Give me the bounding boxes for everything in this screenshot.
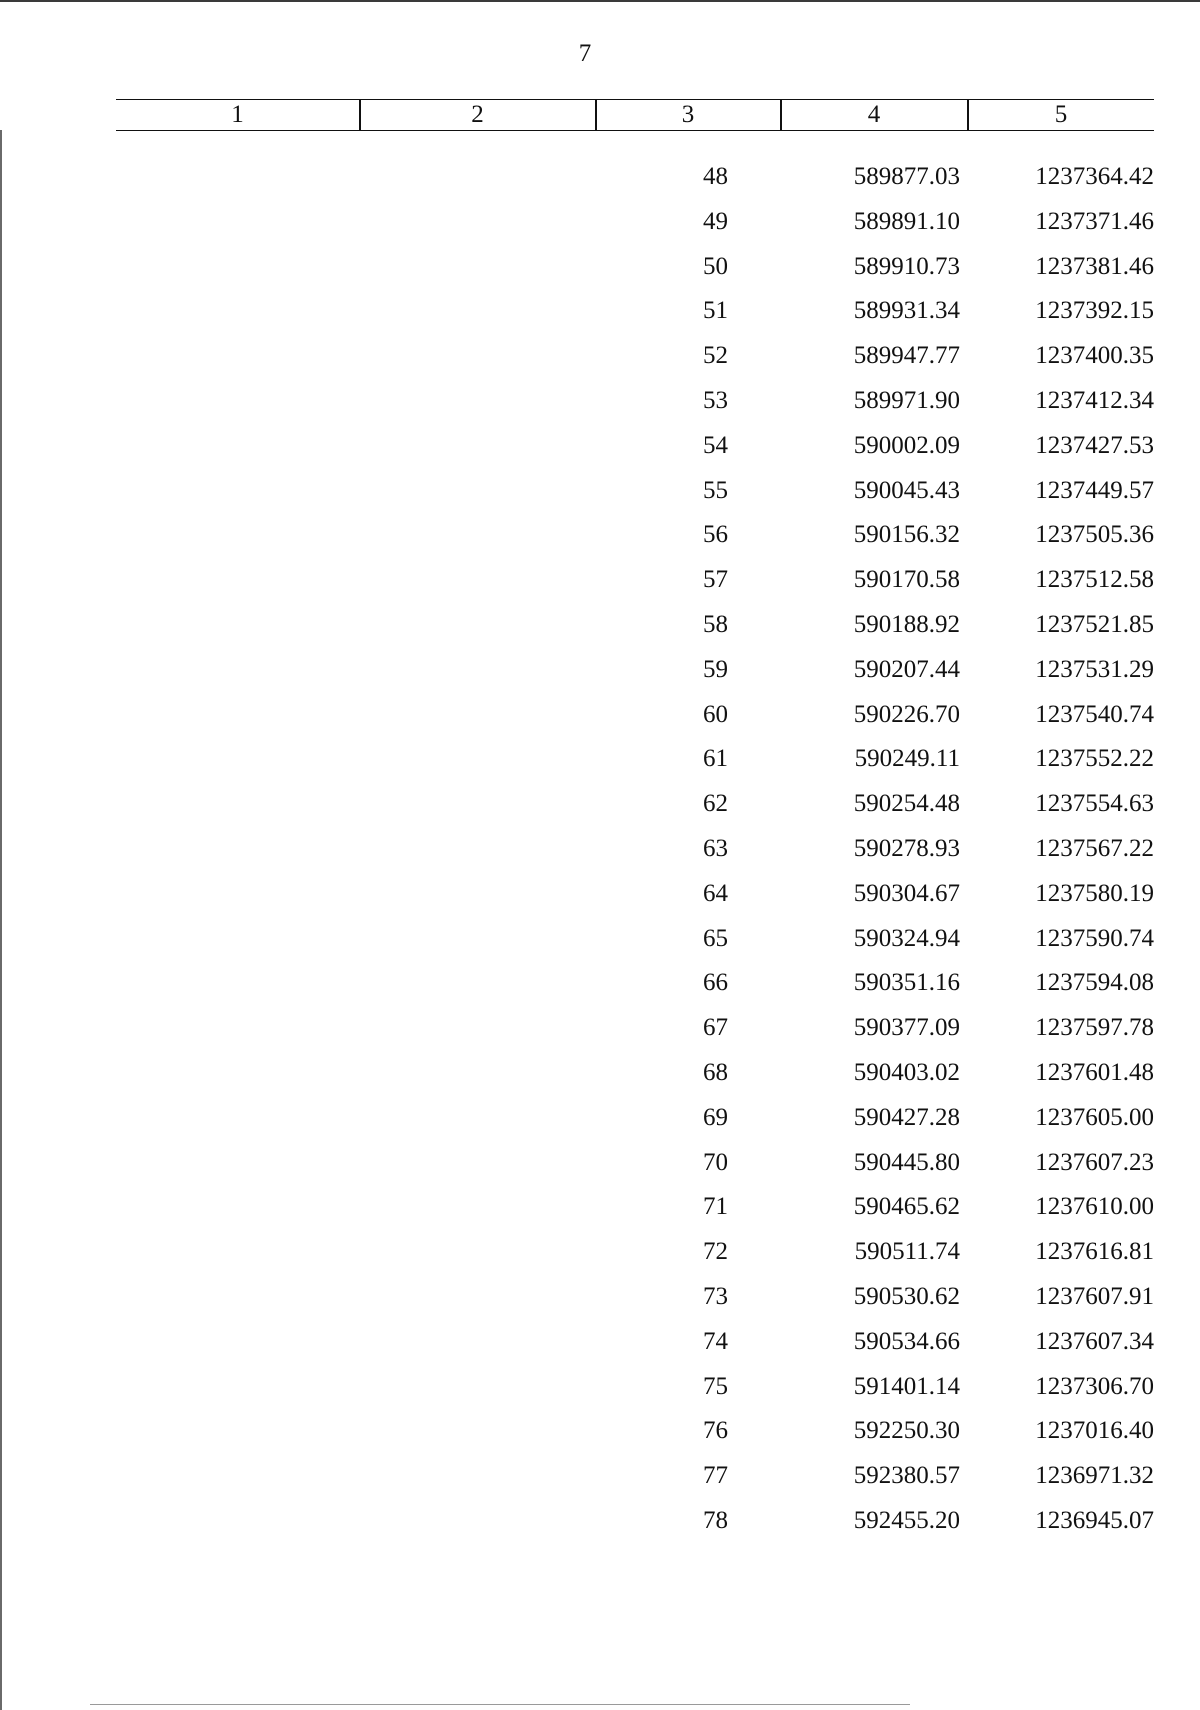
table-row <box>0 739 1200 779</box>
point-number-cell: 71 <box>703 1193 728 1221</box>
column-header-1: 1 <box>231 101 244 128</box>
scan-edge-bottom <box>90 1704 910 1705</box>
coordinate-x-cell: 590445.80 <box>853 1148 960 1176</box>
table-header <box>116 99 1154 131</box>
table-row <box>0 1098 1200 1138</box>
coordinate-y-cell: 1237616.81 <box>1035 1238 1154 1266</box>
coordinate-y-cell: 1237449.57 <box>1035 476 1154 504</box>
coordinate-y-cell: 1237016.40 <box>1035 1417 1154 1445</box>
coordinate-y-cell: 1237400.35 <box>1035 342 1154 370</box>
coordinate-x-cell: 591401.14 <box>853 1372 960 1400</box>
table-row <box>0 1456 1200 1496</box>
table-row <box>0 1053 1200 1093</box>
coordinate-x-cell: 590377.09 <box>853 1014 960 1042</box>
coordinate-y-cell: 1237521.85 <box>1035 611 1154 638</box>
table-row <box>0 291 1200 331</box>
table-row <box>0 1501 1200 1541</box>
table-row <box>0 605 1200 645</box>
coordinate-y-cell: 1237512.58 <box>1035 566 1154 594</box>
point-number-cell: 60 <box>703 700 728 728</box>
coordinate-y-cell: 1237607.23 <box>1035 1148 1154 1176</box>
coordinate-x-cell: 590351.16 <box>853 969 960 997</box>
column-header-2: 2 <box>471 101 484 128</box>
point-number-cell: 62 <box>703 790 728 818</box>
coordinate-y-cell: 1237392.15 <box>1035 297 1154 325</box>
coordinate-y-cell: 1237590.74 <box>1035 924 1154 952</box>
coordinate-x-cell: 590530.62 <box>853 1283 960 1310</box>
coordinate-y-cell: 1237371.46 <box>1035 207 1154 235</box>
coordinate-x-cell: 590427.28 <box>853 1103 960 1131</box>
coordinate-x-cell: 590156.32 <box>853 521 960 549</box>
coordinate-x-cell: 590324.94 <box>853 924 960 952</box>
coordinate-x-cell: 592250.30 <box>853 1417 960 1445</box>
point-number-cell: 51 <box>703 297 728 325</box>
table-row <box>0 650 1200 690</box>
coordinate-x-cell: 589910.73 <box>853 252 960 280</box>
coordinate-x-cell: 590226.70 <box>853 700 960 728</box>
coordinate-x-cell: 590249.11 <box>854 745 960 773</box>
table-row <box>0 1277 1200 1317</box>
coordinate-x-cell: 592455.20 <box>853 1507 960 1534</box>
point-number-cell: 74 <box>703 1327 728 1355</box>
coordinate-y-cell: 1237607.91 <box>1035 1283 1154 1310</box>
coordinate-x-cell: 590254.48 <box>853 790 960 818</box>
coordinate-x-cell: 590534.66 <box>853 1327 960 1355</box>
coordinate-x-cell: 589931.34 <box>853 297 960 325</box>
coordinate-x-cell: 592380.57 <box>853 1462 960 1490</box>
coordinate-y-cell: 1237554.63 <box>1035 790 1154 818</box>
point-number-cell: 50 <box>703 252 728 280</box>
point-number-cell: 55 <box>703 476 728 504</box>
point-number-cell: 70 <box>703 1148 728 1176</box>
point-number-cell: 64 <box>703 879 728 907</box>
point-number-cell: 53 <box>703 387 728 414</box>
point-number-cell: 69 <box>703 1103 728 1131</box>
coordinate-y-cell: 1237540.74 <box>1035 700 1154 728</box>
coordinate-x-cell: 590304.67 <box>853 879 960 907</box>
point-number-cell: 67 <box>703 1014 728 1042</box>
table-row <box>0 515 1200 555</box>
coordinate-x-cell: 590278.93 <box>853 835 960 862</box>
coordinate-x-cell: 590511.74 <box>854 1238 960 1266</box>
table-row <box>0 1008 1200 1048</box>
table-row <box>0 919 1200 959</box>
column-header-3: 3 <box>681 101 695 128</box>
point-number-cell: 66 <box>703 969 728 997</box>
coordinate-x-cell: 590403.02 <box>853 1059 960 1086</box>
coordinate-y-cell: 1237567.22 <box>1035 835 1154 862</box>
table-row <box>0 471 1200 511</box>
coordinate-y-cell: 1237605.00 <box>1035 1103 1154 1131</box>
point-number-cell: 61 <box>703 745 728 773</box>
table-row <box>0 695 1200 735</box>
coordinate-y-cell: 1237607.34 <box>1035 1327 1154 1355</box>
coordinate-y-cell: 1237610.00 <box>1035 1193 1154 1221</box>
coordinate-y-cell: 1237594.08 <box>1035 969 1154 997</box>
point-number-cell: 54 <box>703 431 728 459</box>
coordinate-y-cell: 1237531.29 <box>1035 655 1154 683</box>
coordinate-y-cell: 1236945.07 <box>1035 1507 1154 1534</box>
coordinate-y-cell: 1237306.70 <box>1035 1372 1154 1400</box>
coordinate-y-cell: 1237427.53 <box>1035 431 1154 459</box>
point-number-cell: 68 <box>703 1059 728 1086</box>
coordinate-y-cell: 1237412.34 <box>1035 387 1154 414</box>
table-row <box>0 1143 1200 1183</box>
coordinate-x-cell: 590045.43 <box>853 476 960 504</box>
table-row <box>0 963 1200 1003</box>
table-row <box>0 1411 1200 1451</box>
point-number-cell: 56 <box>703 521 728 549</box>
coordinate-x-cell: 589891.10 <box>853 207 960 235</box>
point-number-cell: 49 <box>703 207 728 235</box>
point-number-cell: 72 <box>703 1238 728 1266</box>
coordinate-y-cell: 1237601.48 <box>1035 1059 1154 1086</box>
point-number-cell: 63 <box>703 835 728 862</box>
table-row <box>0 247 1200 287</box>
table-row <box>0 336 1200 376</box>
table-row <box>0 202 1200 242</box>
coordinate-x-cell: 590465.62 <box>853 1193 960 1221</box>
table-row <box>0 157 1200 197</box>
column-header-4: 4 <box>867 101 881 128</box>
point-number-cell: 75 <box>703 1372 728 1400</box>
point-number-cell: 73 <box>703 1283 728 1310</box>
coordinate-y-cell: 1237597.78 <box>1035 1014 1154 1042</box>
coordinate-x-cell: 590002.09 <box>853 431 960 459</box>
point-number-cell: 59 <box>703 655 728 683</box>
table-row <box>0 784 1200 824</box>
point-number-cell: 76 <box>703 1417 728 1445</box>
coordinate-x-cell: 590207.44 <box>853 655 960 683</box>
coordinate-x-cell: 590188.92 <box>853 611 960 638</box>
point-number-cell: 65 <box>703 924 728 952</box>
coordinate-x-cell: 590170.58 <box>853 566 960 594</box>
column-header-5: 5 <box>1054 101 1068 128</box>
table-row <box>0 1322 1200 1362</box>
point-number-cell: 57 <box>703 566 728 594</box>
table-row <box>0 426 1200 466</box>
table-row <box>0 381 1200 421</box>
coordinate-y-cell: 1237505.36 <box>1035 521 1154 549</box>
coordinate-x-cell: 589877.03 <box>853 163 960 190</box>
point-number-cell: 58 <box>703 611 728 638</box>
table-row <box>0 1367 1200 1407</box>
coordinate-x-cell: 589947.77 <box>853 342 960 370</box>
point-number-cell: 48 <box>703 163 728 190</box>
point-number-cell: 77 <box>703 1462 728 1490</box>
table-row <box>0 1232 1200 1272</box>
coordinate-y-cell: 1237364.42 <box>1035 163 1154 190</box>
table-row <box>0 874 1200 914</box>
coordinate-x-cell: 589971.90 <box>853 387 960 414</box>
point-number-cell: 52 <box>703 342 728 370</box>
scan-edge-top <box>0 0 1200 2</box>
coordinate-y-cell: 1237381.46 <box>1035 252 1154 280</box>
coordinate-y-cell: 1236971.32 <box>1035 1462 1154 1490</box>
coordinate-y-cell: 1237552.22 <box>1035 745 1154 773</box>
coordinate-y-cell: 1237580.19 <box>1035 879 1154 907</box>
point-number-cell: 78 <box>703 1507 728 1534</box>
table-row <box>0 560 1200 600</box>
page-number: 7 <box>578 40 592 67</box>
table-row <box>0 829 1200 869</box>
table-row <box>0 1187 1200 1227</box>
